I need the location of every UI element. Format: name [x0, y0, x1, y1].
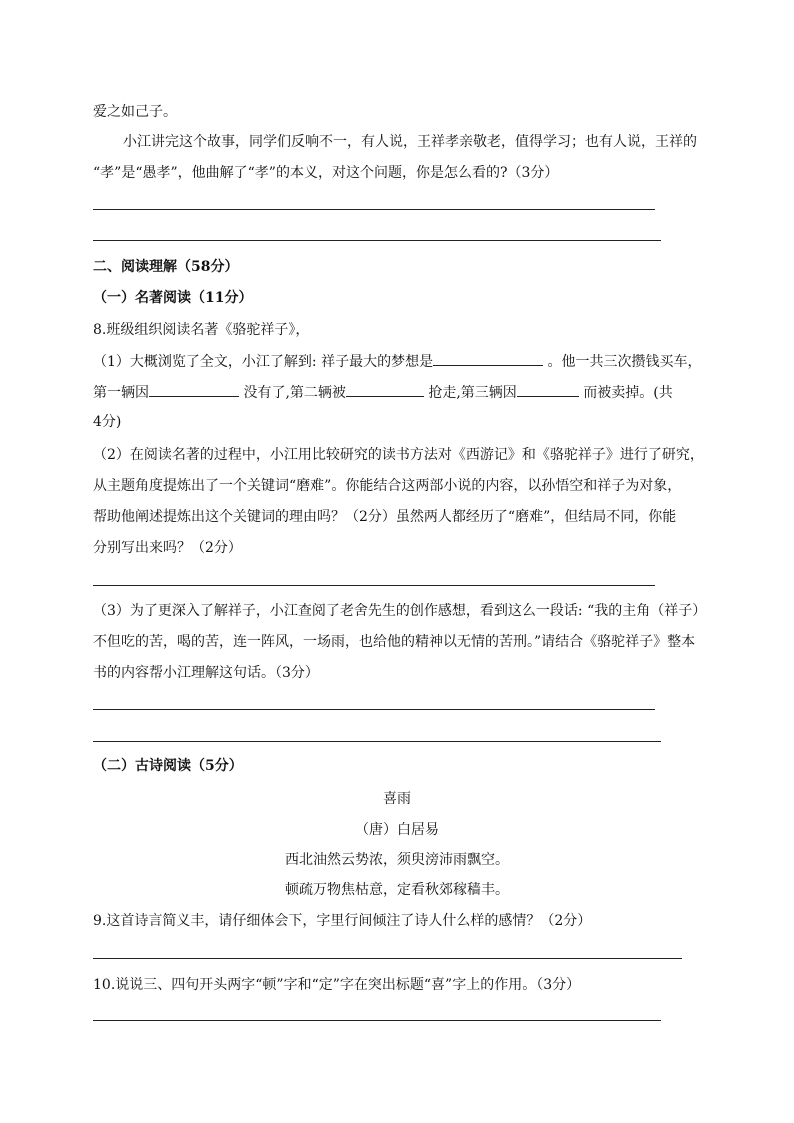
- q8-1-text: 抢走,第三辆因: [428, 385, 517, 401]
- question-8-2-line-1: （2）在阅读名著的过程中，小江用比较研究的读书方法对《西游记》和《骆驼祥子》进行了研究，: [93, 447, 704, 463]
- question-8-3-line-2: 不但吃的苦，喝的苦，连一阵风，一场雨，也给他的精神以无情的苦刑。”请结合《骆驼祥子》整本: [93, 634, 696, 650]
- question-8-3-line-3: 书的内容帮小江理解这句话。（3分）: [93, 665, 319, 681]
- poem-line-2: 顿疏万物焦枯意，定看秋郊稼穑丰。: [285, 882, 509, 898]
- question-8-intro: 8.班级组织阅读名著《骆驼祥子》，: [93, 322, 310, 338]
- continuation-text: 爱之如己子。: [93, 104, 177, 120]
- answer-line[interactable]: [93, 741, 661, 742]
- answer-line[interactable]: [93, 240, 661, 241]
- poem-author: （唐）白居易: [355, 822, 439, 838]
- subsection-title-classics: （一）名著阅读（11分）: [93, 290, 253, 306]
- story-line-1: 小江讲完这个故事，同学们反响不一，有人说，王祥孝亲敬老，值得学习；也有人说，王祥的: [123, 134, 697, 150]
- fill-blank-dream[interactable]: [433, 351, 543, 366]
- subsection-title-poem: （二）古诗阅读（5分）: [93, 758, 243, 774]
- answer-line[interactable]: [93, 585, 655, 586]
- question-10: 10.说说三、四句开头两字“顿”字和“定”字在突出标题“喜”字上的作用。（3分）: [93, 977, 581, 993]
- q8-1-text: 。他一共三次攒钱买车，: [547, 354, 702, 370]
- question-8-1-line-1: [93, 351, 702, 372]
- q8-1-text: （1）大概浏览了全文，小江了解到: 祥子最大的梦想是: [93, 354, 434, 370]
- question-8-2-line-3: 帮助他阐述提炼出这个关键词的理由吗？（2分）虽然两人都经历了“磨难”，但结局不同，你能: [93, 509, 677, 525]
- q8-1-text: 而被卖掉。(共: [583, 385, 673, 401]
- poem-line-1: 西北油然云势浓，须臾滂沛雨飘空。: [285, 852, 509, 868]
- q8-1-text: 第一辆因: [93, 385, 149, 401]
- question-8-3-line-1: （3）为了更深入了解祥子，小江查阅了老舍先生的创作感想，看到这么一段话: “我的主角（祥子）: [93, 603, 707, 619]
- question-8-2-line-2: 从主题角度提炼出了一个关键词“磨难”。你能结合这两部小说的内容，以孙悟空和祥子为对象，: [93, 478, 682, 494]
- answer-line[interactable]: [93, 958, 682, 959]
- question-8-1-line-3: 4分): [93, 414, 122, 430]
- answer-line[interactable]: [93, 209, 655, 210]
- section-title: 二、阅读理解（58分）: [93, 259, 239, 275]
- poem-title: 喜雨: [383, 791, 411, 807]
- answer-line[interactable]: [93, 709, 655, 710]
- question-8-1-line-2: [93, 382, 673, 403]
- fill-blank-car-2[interactable]: [346, 382, 424, 397]
- q8-1-text: 没有了,第二辆被: [243, 385, 346, 401]
- question-8-2-line-4: 分别写出来吗？（2分）: [93, 540, 242, 556]
- fill-blank-car-1[interactable]: [149, 382, 239, 397]
- question-9: 9.这首诗言简义丰，请仔细体会下，字里行间倾注了诗人什么样的感情？（2分）: [93, 913, 592, 929]
- story-line-2: “孝”是“愚孝”，他曲解了“孝”的本义，对这个问题，你是怎么看的?（3分）: [93, 165, 559, 181]
- fill-blank-car-3[interactable]: [517, 382, 579, 397]
- answer-line[interactable]: [93, 1020, 661, 1021]
